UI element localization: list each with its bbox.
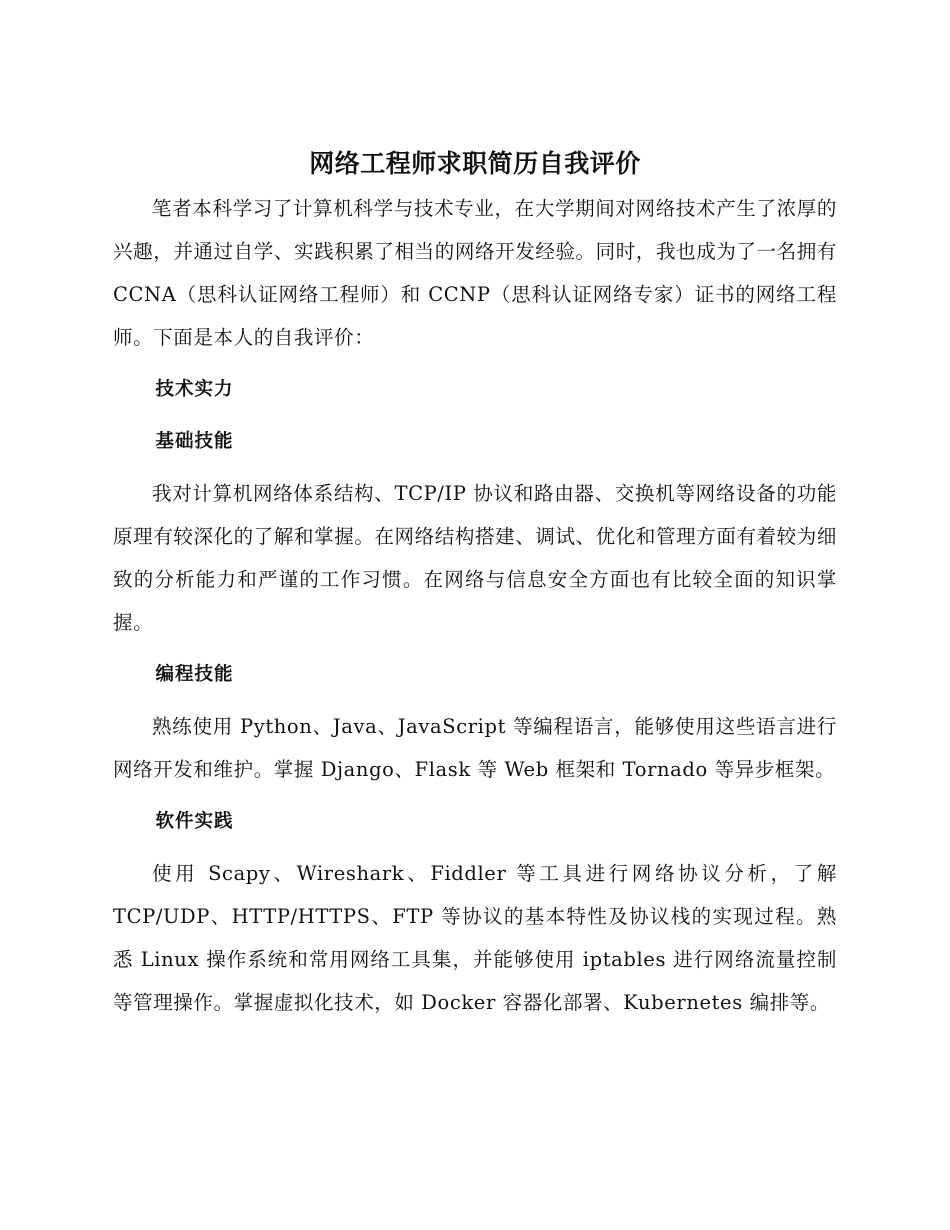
intro-paragraph: 笔者本科学习了计算机科学与技术专业，在大学期间对网络技术产生了浓厚的兴趣，并通过自学、实践积累了相当的网络开发经验。同时，我也成为了一名拥有 CCNA（思科认证网络工程师）和 CCNP（思科认证网络专家）证书的网络工程师。下面是本人的自我评价：: [113, 197, 837, 349]
programming-skills-paragraph: 熟练使用 Python、Java、JavaScript 等编程语言，能够使用这些语言进行网络开发和维护。掌握 Django、Flask 等 Web 框架和 Tornado 等异步框架。: [113, 715, 837, 781]
section-heading-software-practice: 软件实践: [155, 811, 234, 832]
document-body: [113, 187, 837, 1024]
document-title: 网络工程师求职简历自我评价: [309, 149, 641, 178]
software-practice-paragraph: 使用 Scapy、Wireshark、Fiddler 等工具进行网络协议分析，了解 TCP/UDP、HTTP/HTTPS、FTP 等协议的基本特性及协议栈的实现过程。熟悉 Linux 操作系统和常用网络工具集，并能够使用 iptables 进行网络流量控制等管理操作。掌握虚拟化技术，如 Docker 容器化部署、Kubernetes 编排等。: [113, 862, 837, 1014]
section-heading-technical-strength: 技术实力: [155, 379, 234, 400]
section-heading-basic-skills: 基础技能: [155, 431, 234, 452]
section-heading-programming-skills: 编程技能: [155, 664, 234, 685]
basic-skills-paragraph: 我对计算机网络体系结构、TCP/IP 协议和路由器、交换机等网络设备的功能原理有较深化的了解和掌握。在网络结构搭建、调试、优化和管理方面有着较为细致的分析能力和严谨的工作习惯。在网络与信息安全方面也有比较全面的知识掌握。: [113, 482, 837, 634]
